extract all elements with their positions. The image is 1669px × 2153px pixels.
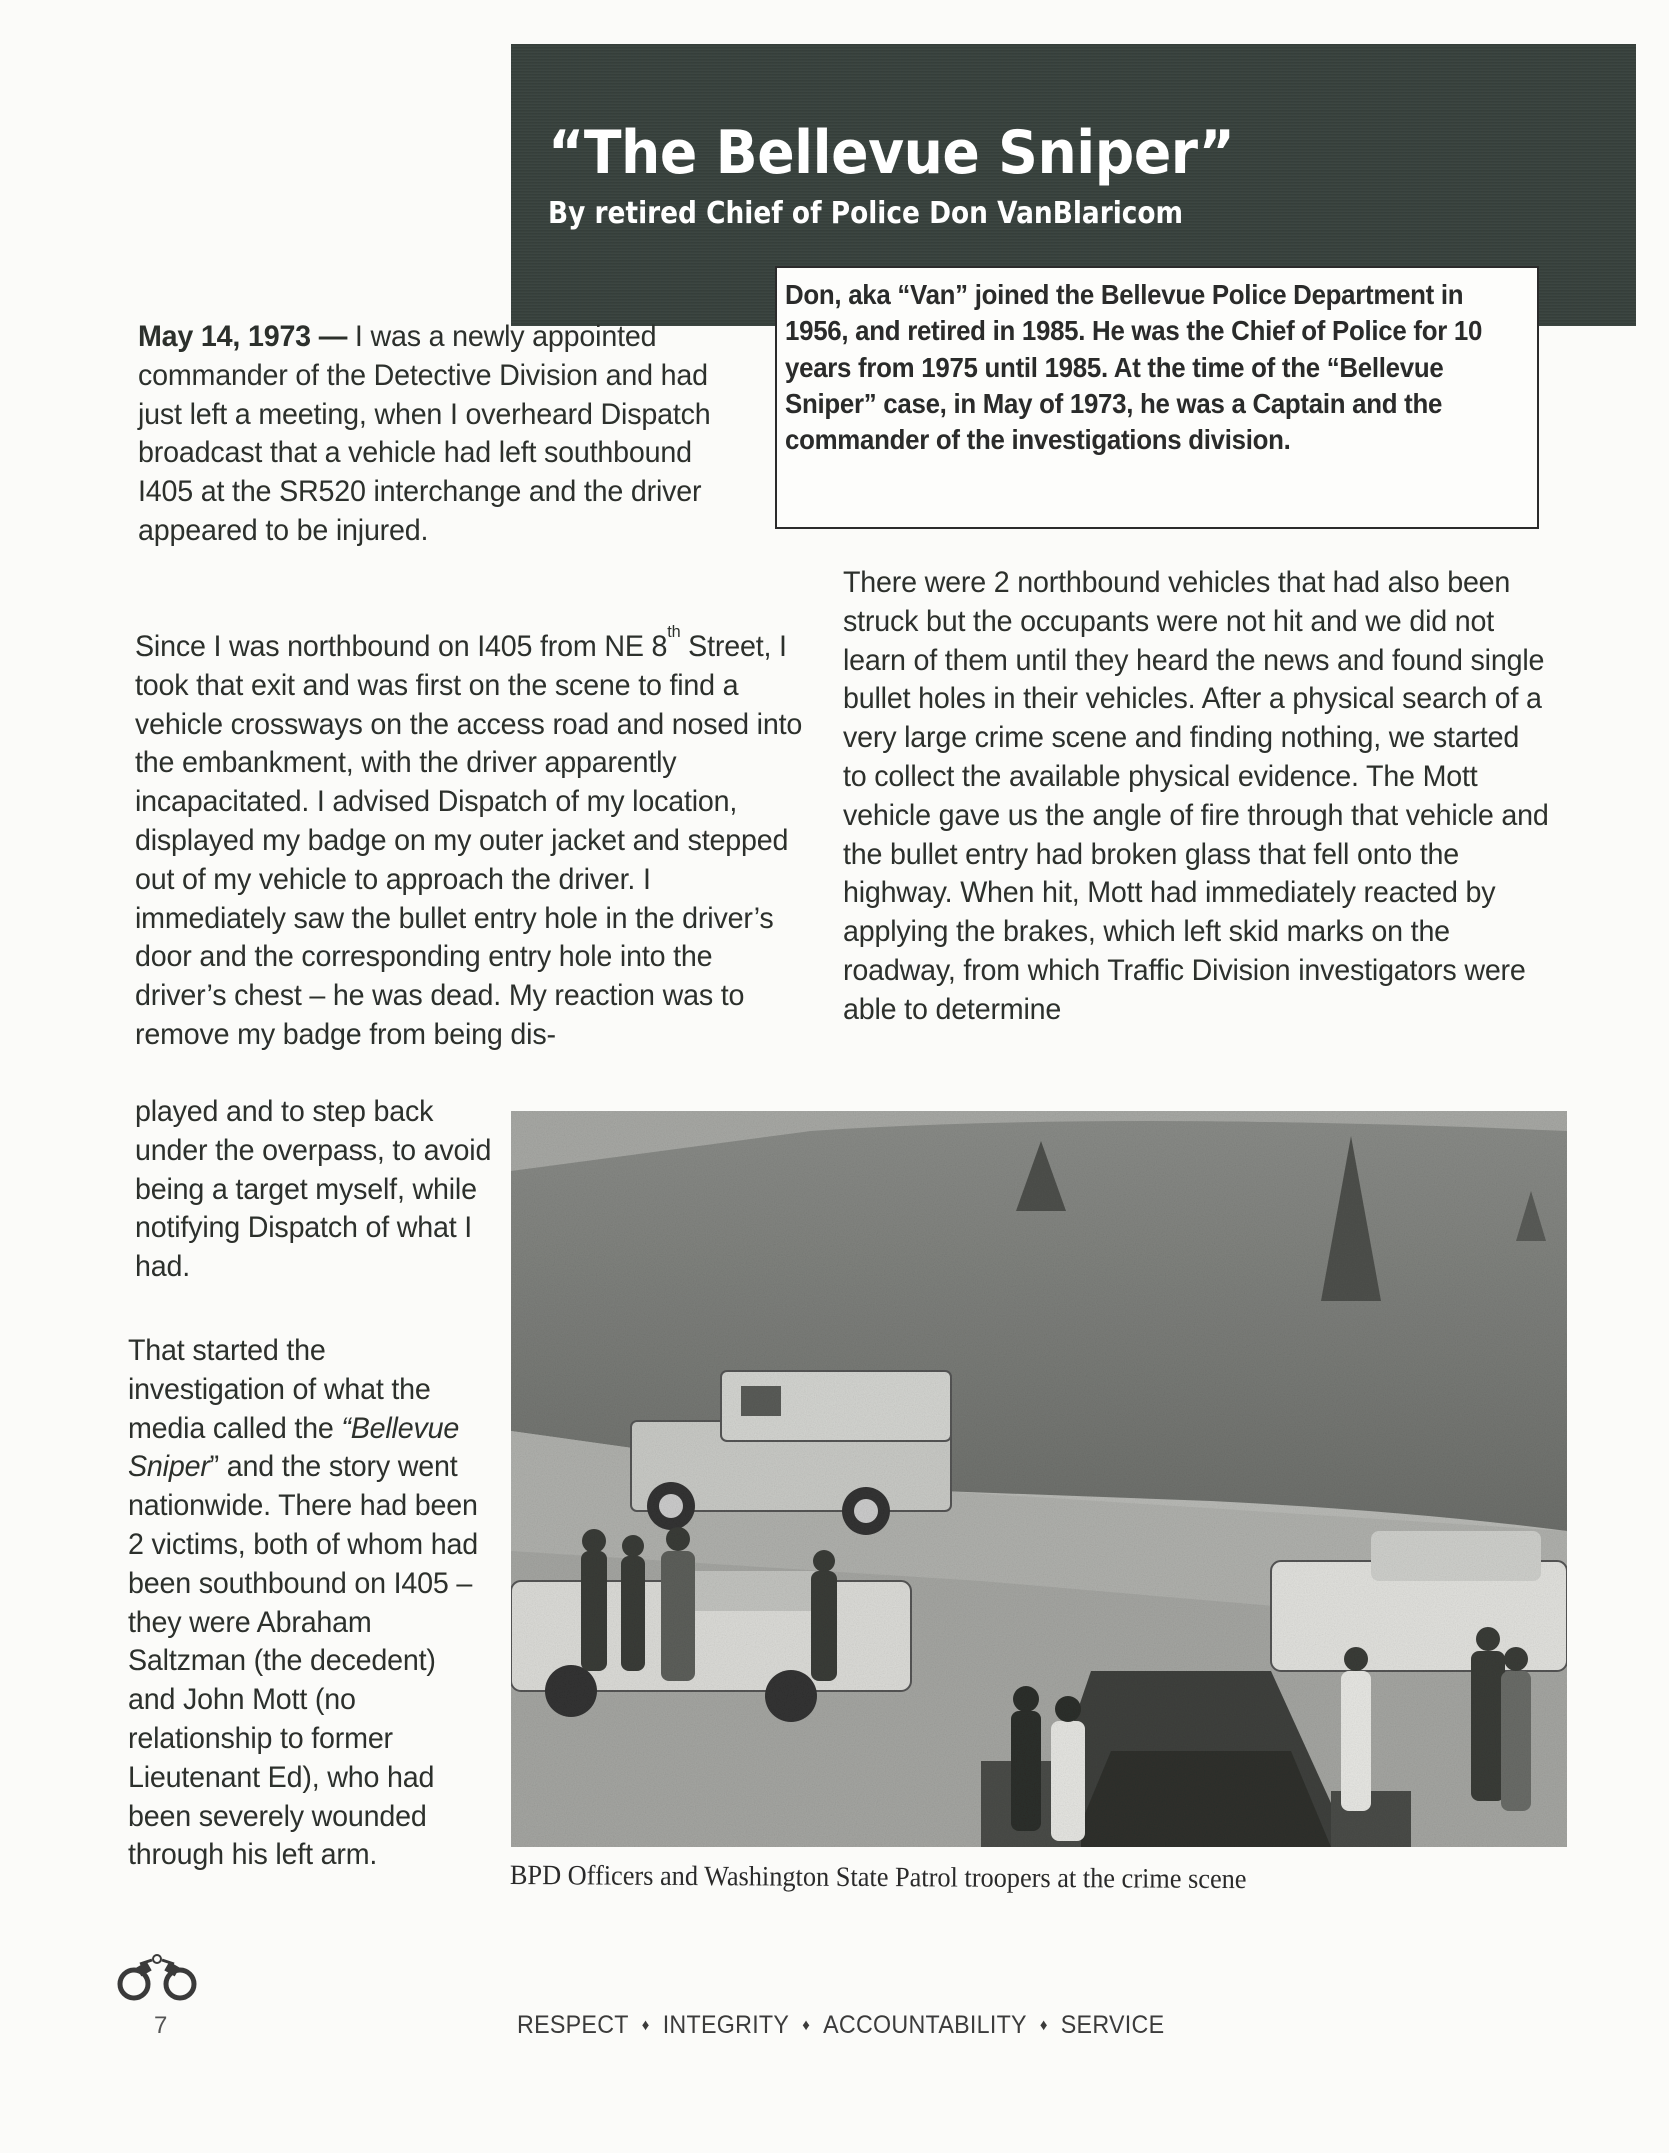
- paragraph-intro: [138, 318, 749, 551]
- handcuffs-icon: [110, 1950, 210, 2002]
- diamond-separator-icon: ♦: [641, 2017, 650, 2034]
- author-bio-text: Don, aka “Van” joined the Bellevue Police Department in 1956, and retired in 1985. He was the Chief of Police for 10 years from 1975 until 1985. At the time of the “Bellevue Sniper” case, in May of 1973, he was a Captain and the commander of the investigations division.: [785, 279, 1483, 456]
- article-title: “The Bellevue Sniper”: [548, 118, 1235, 188]
- motto-accountability: ACCOUNTABILITY: [823, 2011, 1027, 2039]
- motto-integrity: INTEGRITY: [662, 2011, 790, 2039]
- media-name-italic: “Bellevue Sniper: [128, 1411, 460, 1484]
- author-bio-callout: [775, 266, 1539, 529]
- photo-caption: BPD Officers and Washington State Patrol troopers at the crime scene: [509, 1860, 1247, 1896]
- footer-motto: [517, 2011, 1164, 2040]
- paragraph-intro-text: I was a newly appointed commander of the Detective Division and had just left a meeting, when I overheard Dispatch broadcast that a vehicle had left southbound I405 at the SR520 interchange and the driver appeared to be injured.: [138, 320, 711, 547]
- paragraph-investigation: [128, 1332, 481, 1875]
- paragraph-investigation-text-b: ” and the story went nationwide. There had been 2 victims, both of whom had been southbound on I405 – they were Abraham Saltzman (the decedent) and John Mott (no relationship to former Lieutenant Ed), who had been severely wounded through his left arm.: [128, 1450, 478, 1872]
- crime-scene-photo: [511, 1111, 1567, 1847]
- page-number: 7: [154, 2012, 168, 2039]
- paragraph-scene-text-a: Since I was northbound on I405 from NE 8: [135, 630, 668, 663]
- diamond-separator-icon: ♦: [1039, 2017, 1048, 2034]
- ordinal-suffix: th: [667, 622, 681, 641]
- diamond-separator-icon: ♦: [802, 2017, 811, 2034]
- paragraph-investigation-text-a: That started the investigation of what the media called the: [128, 1334, 431, 1445]
- motto-respect: RESPECT: [517, 2011, 629, 2039]
- paragraph-scene-continuation: played and to step back under the overpass, to avoid being a target myself, while notifying Dispatch of what I had.: [135, 1095, 492, 1284]
- article-byline: By retired Chief of Police Don VanBlaricom: [548, 196, 1184, 231]
- motto-service: SERVICE: [1060, 2011, 1165, 2039]
- paragraph-scene: [135, 622, 804, 1055]
- paragraph-scene-text-b: Street, I took that exit and was first on the scene to find a vehicle crossways on the access road and nosed into the embankment, with the driver apparently incapacitated. I advised Dispatch of my location, displayed my badge on my outer jacket and stepped out of my vehicle to approach the driver. I immediately saw the bullet entry hole in the driver’s door and the corresponding entry hole into the driver’s chest – he was dead. My reaction was to remove my badge from being dis-: [135, 630, 803, 1051]
- dateline: May 14, 1973 —: [138, 320, 348, 353]
- photo-illustration: [511, 1111, 1567, 1847]
- paragraph-evidence: There were 2 northbound vehicles that had also been struck but the occupants were not hit and we did not learn of them until they heard the news and found single bullet holes in their vehicles. After a physical search of a very large crime scene and finding nothing, we started to collect the available physical evidence. The Mott vehicle gave us the angle of fire through that vehicle and the bullet entry had broken glass that fell onto the highway. When hit, Mott had immediately reacted by applying the brakes, which left skid marks on the roadway, from which Traffic Division investigators were able to determine: [843, 566, 1549, 1026]
